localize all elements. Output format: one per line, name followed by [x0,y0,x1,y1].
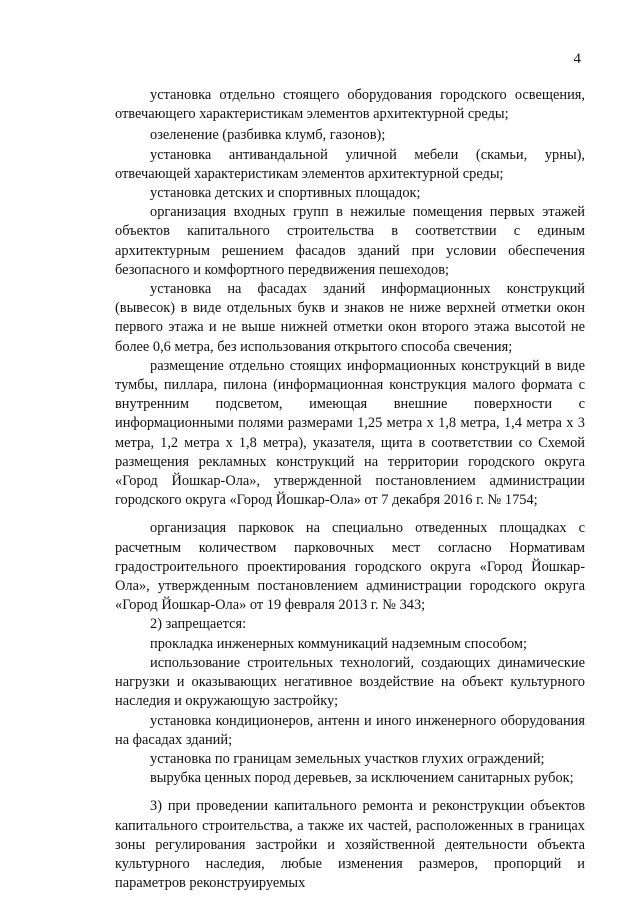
paragraph-landscaping: озеленение (разбивка клумб, газонов); [150,127,386,144]
paragraph-street-furniture: установка антивандальной уличной мебели (скамьи, урны), отвечающей характеристикам элементов архитектурной среды; [115,146,585,182]
paragraph-facade-signage: установка на фасадах зданий информационных конструкций (вывесок) в виде отдельных букв и знаков не ниже верхней отметки окон первого этажа и не выше нижней отметки окон второго этажа высотой не более 0,6 метра, без использования открытого способа свечения; [115,281,585,355]
document-body [115,86,585,893]
paragraph-reconstruction: 3) при проведении капитального ремонта и реконструкции объектов капитального строительства, а также их частей, расположенных в границах зоны регулирования застройки и хозяйственной деятельности объекта культурного наследия, любые изменения размеров, пропорций и параметров реконструируемых [115,798,585,892]
paragraph-parking: организация парковок на специально отведенных площадках с расчетным количеством парковочных мест согласно Нормативам градостроительного проектирования городского округа «Город Йошкар-Ола», утвержденным постановлением администрации городского округа «Город Йошкар-Ола» от 19 февраля 2013 г. № 343; [115,520,585,614]
paragraph-playgrounds: установка детских и спортивных площадок; [150,185,421,202]
paragraph-entrance-groups: организация входных групп в нежилые помещения первых этажей объектов капитального строительства в соответствии с единым архитектурным решением фасадов зданий при условии обеспечения безопасного и комфортного передвижения пешеходов; [115,204,585,278]
paragraph-prohibited-heading: 2) запрещается: [150,616,247,633]
paragraph-construction-technologies: использование строительных технологий, создающих динамические нагрузки и оказывающих негативное воздействие на объект культурного наследия и окружающую застройку; [115,654,585,710]
page-number: 4 [573,51,581,67]
paragraph-street-lighting: установка отдельно стоящего оборудования городского освещения, отвечающего характеристикам элементов архитектурной среды; [115,87,585,123]
paragraph-tree-felling: вырубка ценных пород деревьев, за исключением санитарных рубок; [150,770,574,787]
paragraph-overhead-utilities: прокладка инженерных коммуникаций надземным способом; [150,635,527,652]
paragraph-freestanding-signage: размещение отдельно стоящих информационных конструкций в виде тумбы, пиллара, пилона (информационная конструкция малого формата с внутренним подсветом, имеющая внешние поверхности с информационными полями размерами 1,25 метра х 1,8 метра, 1,4 метра х 3 метра, 1,2 метра х 1,8 метра), указателя, щита в соответствии со Схемой размещения рекламных конструкций на территории городского округа «Город Йошкар-Ола», утвержденной постановлением администрации городского округа «Город Йошкар-Ола» от 7 декабря 2016 г. № 1754; [115,357,585,509]
paragraph-facade-equipment: установка кондиционеров, антенн и иного инженерного оборудования на фасадах зданий; [115,712,585,748]
paragraph-solid-fences: установка по границам земельных участков глухих ограждений; [150,750,545,767]
